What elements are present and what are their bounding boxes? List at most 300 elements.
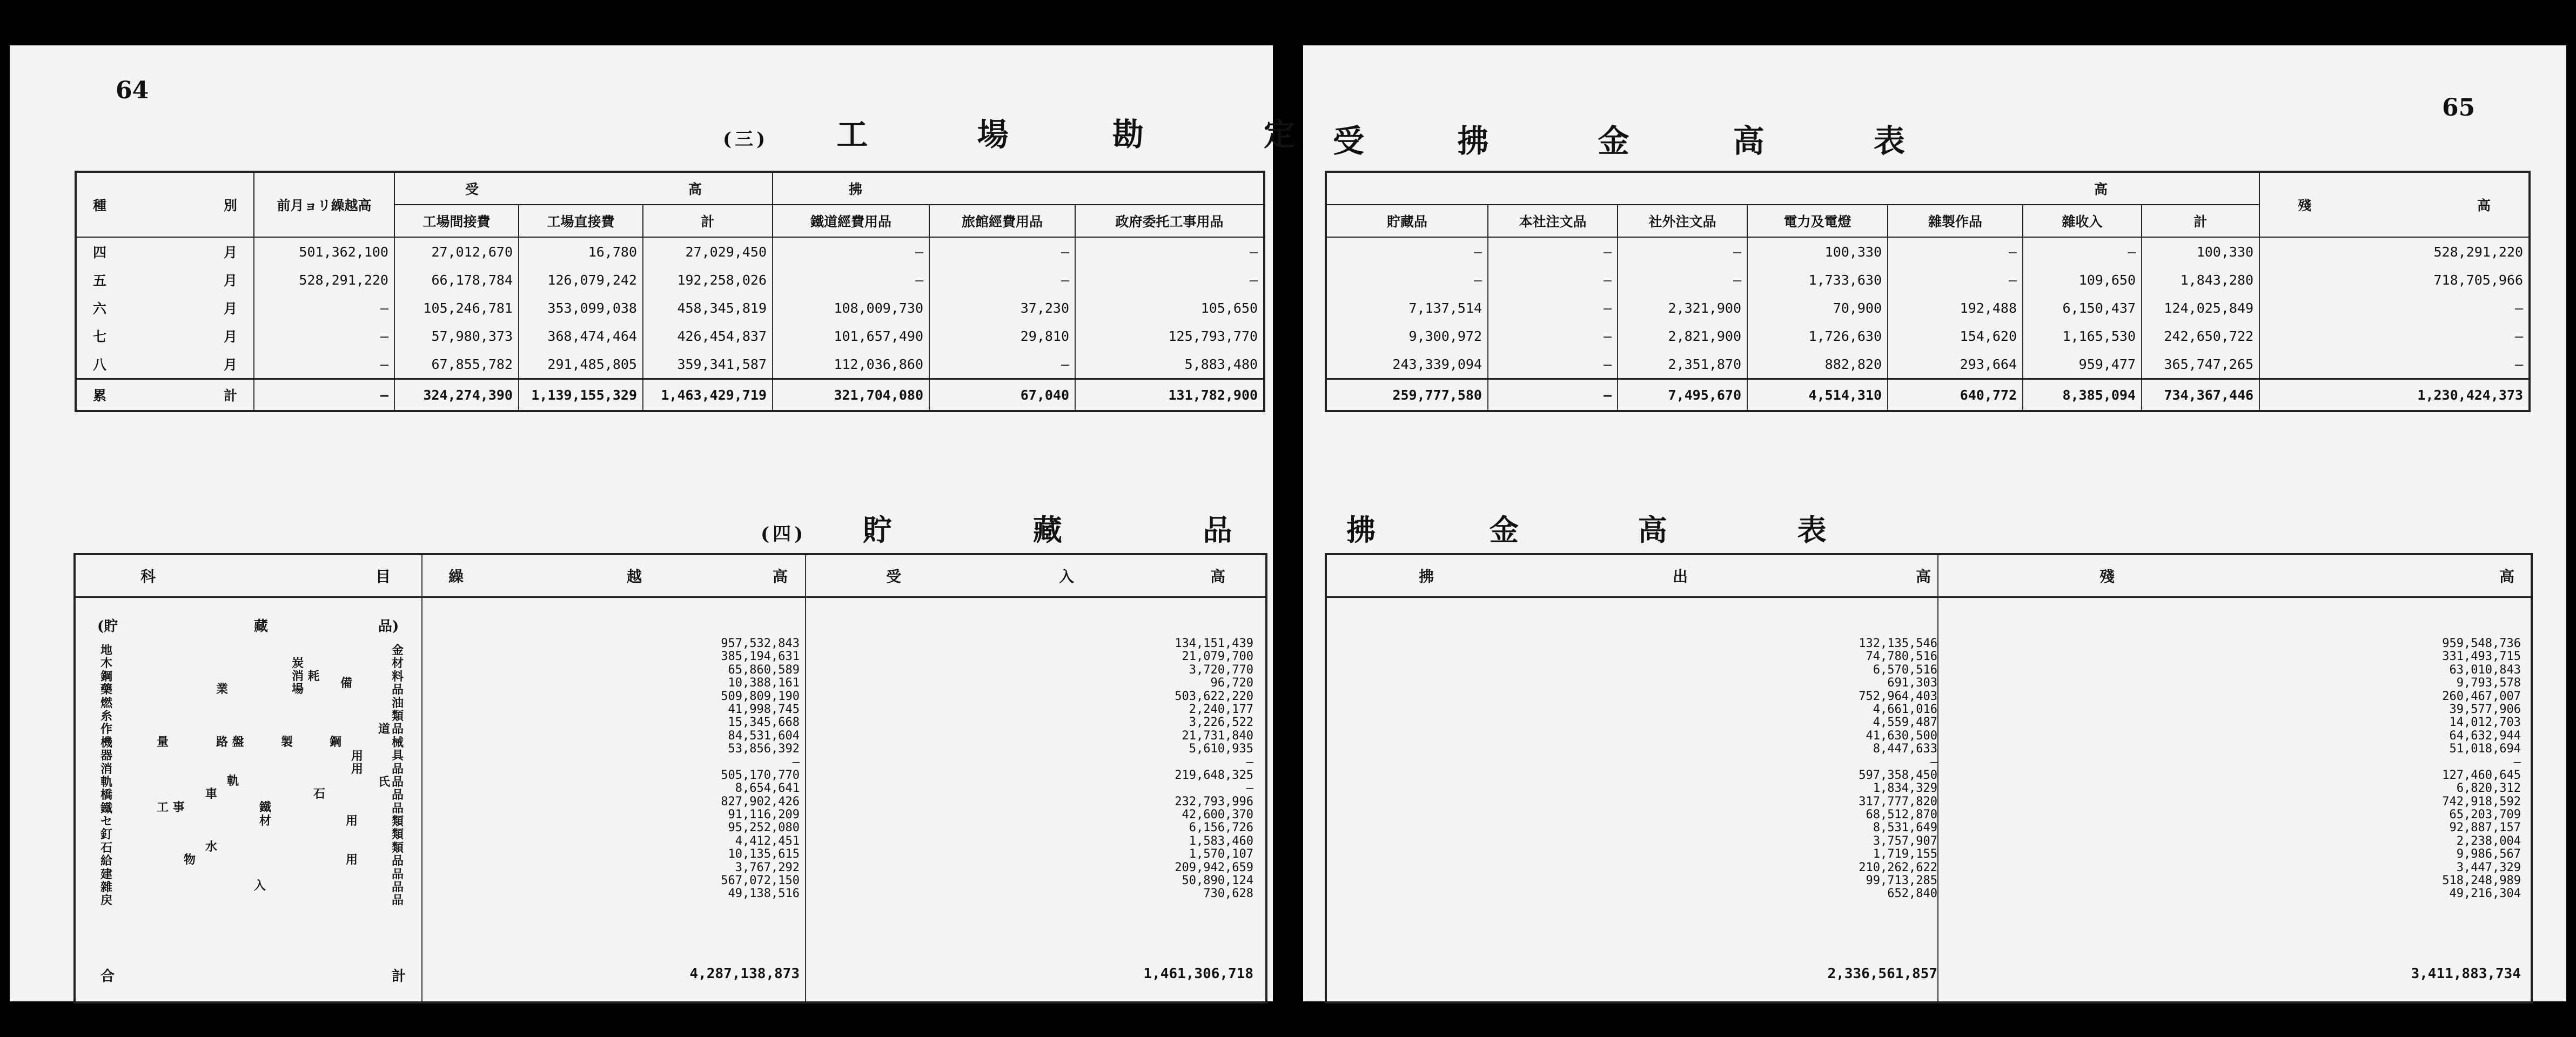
section-number: (四) xyxy=(761,523,807,545)
cell-value: 96,720 xyxy=(1210,676,1253,690)
cell-value: 95,252,080 xyxy=(728,821,800,835)
cell-value: 91,116,209 xyxy=(728,808,800,822)
cell-value: 385,194,631 xyxy=(721,650,800,664)
section-label: 藏 xyxy=(254,618,269,635)
mid-label: 用 xyxy=(346,814,358,828)
section-label: 品) xyxy=(378,618,399,635)
cell-value: 14,012,703 xyxy=(2449,716,2521,730)
cell-value: 糸 xyxy=(100,709,113,723)
cell-value: — xyxy=(1326,237,1488,266)
cell-value: 9,793,578 xyxy=(2456,676,2521,690)
cell-value: 210,262,622 xyxy=(1859,860,1937,874)
cell-value: 41,630,500 xyxy=(1866,729,1937,743)
cell-value: 126,079,242 xyxy=(519,266,643,294)
cell-value: 718,705,966 xyxy=(2259,266,2530,294)
cell-value: 1,843,280 xyxy=(2142,266,2259,294)
cell-value: 29,810 xyxy=(929,322,1075,350)
page-number-left: 64 xyxy=(116,77,149,104)
cell-value: — xyxy=(2513,755,2521,769)
cell-value: 5,883,480 xyxy=(1075,350,1264,379)
mid-label: 用 xyxy=(346,853,358,867)
cell-value: — xyxy=(2023,237,2142,266)
cell-value: 232,793,996 xyxy=(1175,794,1253,809)
cell-value: — xyxy=(1075,266,1264,294)
cell-value: 作 xyxy=(100,722,113,737)
total-label: 合 xyxy=(100,968,115,985)
cell-value: 64,632,944 xyxy=(2449,729,2521,743)
header-paid-out: 高 xyxy=(1916,568,1931,585)
cell-value: 50,890,124 xyxy=(1182,874,1253,888)
mid-label: 車 xyxy=(205,787,218,801)
cell-value: — xyxy=(1888,266,2023,294)
cell-value: 品 xyxy=(392,722,404,737)
cell-value: 藥 xyxy=(100,683,113,697)
cell-value: 品 xyxy=(392,867,404,881)
paid-column xyxy=(1705,637,1937,901)
cell-value: 石 xyxy=(100,840,113,855)
cell-value: 219,648,325 xyxy=(1175,768,1253,782)
stores-table-left xyxy=(73,553,1267,1004)
cell-value: 1,463,429,719 xyxy=(643,379,773,412)
table-row xyxy=(1326,237,2530,266)
header-misc-income: 雜收入 xyxy=(2023,205,2142,237)
cell-value: 戻 xyxy=(100,893,113,908)
cell-value: 15,345,668 xyxy=(728,716,800,730)
cell-value: 37,230 xyxy=(929,294,1075,322)
cell-value: 品 xyxy=(392,854,404,868)
mid-label: 用 xyxy=(351,749,364,763)
cell-value: 1,719,155 xyxy=(1873,847,1937,861)
mid-label: 水 xyxy=(205,840,218,854)
cell-value: 軌 xyxy=(100,775,113,789)
cell-value: 3,447,329 xyxy=(2456,860,2521,874)
cell-value: 釘 xyxy=(100,827,113,842)
cell-value: — xyxy=(254,322,394,350)
section-number: (三) xyxy=(723,129,769,150)
cell-value: 505,170,770 xyxy=(721,768,800,782)
table-row xyxy=(76,294,1264,322)
cell-value: 消 xyxy=(100,762,113,776)
section-title-4-cont xyxy=(1346,507,1829,549)
cell-value: 57,980,373 xyxy=(394,322,519,350)
header-paid-cont: 高 xyxy=(1326,172,2259,205)
page-number-right: 65 xyxy=(2442,94,2476,122)
cell-value: 3,720,770 xyxy=(1189,663,1253,677)
cell-value: 105,650 xyxy=(1075,294,1264,322)
cell-value: 品 xyxy=(392,880,404,895)
cell-value: 359,341,587 xyxy=(643,350,773,379)
cell-value: 地 xyxy=(100,643,113,657)
header-type: 種 別 xyxy=(76,172,254,237)
cell-value: 4,412,451 xyxy=(735,834,800,848)
cell-value: 68,512,870 xyxy=(1866,808,1937,822)
item-labels-left xyxy=(100,644,112,907)
cell-value: 368,474,464 xyxy=(519,322,643,350)
cell-value: 2,821,900 xyxy=(1618,322,1747,350)
cell-value: 528,291,220 xyxy=(2259,237,2530,266)
cell-value: — xyxy=(2259,294,2530,322)
header-misc-make: 雜製作品 xyxy=(1888,205,2023,237)
col-divider xyxy=(421,555,422,1001)
cell-value: — xyxy=(929,266,1075,294)
cell-value: 21,079,700 xyxy=(1182,650,1253,664)
mid-label: 路 盤 xyxy=(216,735,244,749)
title-char: 金 xyxy=(1598,123,1633,159)
stores-table-header xyxy=(76,555,1265,598)
cell-value: 293,664 xyxy=(1888,350,2023,379)
cell-value: — xyxy=(254,350,394,379)
cell-value: 品 xyxy=(392,893,404,908)
header-received: 受 高 xyxy=(394,172,773,205)
header-balance: 殘 xyxy=(2099,568,2115,585)
cell-value: 品 xyxy=(392,801,404,816)
mid-label: 鋼 xyxy=(330,735,342,749)
cell-value: 4,661,016 xyxy=(1873,702,1937,716)
table-row xyxy=(76,322,1264,350)
cell-value: 49,138,516 xyxy=(728,887,800,901)
cell-value: — xyxy=(1488,322,1618,350)
cell-value: 426,454,837 xyxy=(643,322,773,350)
mid-label: 鐵 xyxy=(259,800,272,814)
header-carry: 高 xyxy=(773,568,788,585)
header-item: 科 xyxy=(140,568,156,585)
cell-value: 油 xyxy=(392,696,404,710)
cell-value: 124,025,849 xyxy=(2142,294,2259,322)
header-paid-out: 出 xyxy=(1673,568,1688,585)
table-row xyxy=(1326,350,2530,379)
cell-value: 7,495,670 xyxy=(1618,379,1747,412)
cell-value: 器 xyxy=(100,749,113,763)
table-row xyxy=(76,237,1264,266)
cell-value: 92,887,157 xyxy=(2449,821,2521,835)
cell-value: 353,099,038 xyxy=(519,294,643,322)
cell-value: — xyxy=(1246,755,1253,769)
cell-value: 9,300,972 xyxy=(1326,322,1488,350)
cell-value: 6,156,726 xyxy=(1189,821,1253,835)
cell-value: 1,726,630 xyxy=(1747,322,1888,350)
cell-value: 53,856,392 xyxy=(728,742,800,756)
cell-value: 類 xyxy=(392,840,404,855)
cell-value: 752,964,403 xyxy=(1859,689,1937,703)
cell-value: 建 xyxy=(100,867,113,881)
received-total: 1,461,306,718 xyxy=(1143,966,1253,982)
header-item: 目 xyxy=(375,568,391,585)
cell-value: 10,388,161 xyxy=(728,676,800,690)
cell-value: 827,902,426 xyxy=(721,794,800,809)
header-received: 入 xyxy=(1059,568,1075,585)
cell-value: 734,367,446 xyxy=(2142,379,2259,412)
mid-label: 氏 xyxy=(378,775,391,789)
header-sum: 計 xyxy=(2142,205,2259,237)
title-char: 拂 xyxy=(1346,513,1379,547)
cell-value: 鐵 xyxy=(100,801,113,816)
cell-value: 567,072,150 xyxy=(721,874,800,888)
cell-value: 192,488 xyxy=(1888,294,2023,322)
cell-value: — xyxy=(1488,266,1618,294)
cell-value: 1,733,630 xyxy=(1747,266,1888,294)
table-row xyxy=(76,350,1264,379)
title-char: 表 xyxy=(1873,123,1908,159)
cell-value: 械 xyxy=(392,735,404,750)
cell-value: 1,834,329 xyxy=(1873,782,1937,796)
month-label: 六 月 xyxy=(76,294,254,322)
month-label: 四 月 xyxy=(76,237,254,266)
month-label: 累 計 xyxy=(76,379,254,412)
header-carry: 繰 xyxy=(448,568,464,585)
cell-value: 木 xyxy=(100,656,113,671)
cell-value: 959,477 xyxy=(2023,350,2142,379)
cell-value: 10,135,615 xyxy=(728,847,800,861)
total-row xyxy=(1326,379,2530,412)
header-paid-out: 拂 xyxy=(1419,568,1434,585)
cell-value: 331,493,715 xyxy=(2442,650,2521,664)
cell-value: — xyxy=(1488,237,1618,266)
cell-value: 類 xyxy=(392,709,404,723)
header-govt: 政府委托工事用品 xyxy=(1075,205,1264,237)
header-balance: 殘 高 xyxy=(2259,172,2530,237)
factory-account-table-left xyxy=(75,171,1265,412)
cell-value: 8,385,094 xyxy=(2023,379,2142,412)
cell-value: 39,577,906 xyxy=(2449,702,2521,716)
mid-label: 製 xyxy=(281,735,293,749)
title-char: 場 xyxy=(977,116,1012,153)
cell-value: 65,203,709 xyxy=(2449,808,2521,822)
header-outside: 社外注文品 xyxy=(1618,205,1747,237)
cell-value: 365,747,265 xyxy=(2142,350,2259,379)
cell-value: 74,780,516 xyxy=(1866,650,1937,664)
cell-value: — xyxy=(254,294,394,322)
cell-value: 518,248,989 xyxy=(2442,874,2521,888)
cell-value: 8,531,649 xyxy=(1873,821,1937,835)
cell-value: 1,139,155,329 xyxy=(519,379,643,412)
cell-value: — xyxy=(1618,237,1747,266)
title-char: 高 xyxy=(1638,513,1671,547)
mid-label: 消 耗 xyxy=(292,669,320,683)
cell-value: 242,650,722 xyxy=(2142,322,2259,350)
cell-value: 324,274,390 xyxy=(394,379,519,412)
table-row xyxy=(76,266,1264,294)
cell-value: 67,855,782 xyxy=(394,350,519,379)
cell-value: 金 xyxy=(392,643,404,657)
mid-label: 場 xyxy=(292,682,304,696)
col-divider xyxy=(805,555,806,1001)
cell-value: 27,012,670 xyxy=(394,237,519,266)
cell-value: 6,820,312 xyxy=(2456,782,2521,796)
title-char: 表 xyxy=(1797,513,1830,547)
cell-value: 597,358,450 xyxy=(1859,768,1937,782)
cell-value: — xyxy=(792,755,800,769)
total-row xyxy=(76,379,1264,412)
cell-value: 1,165,530 xyxy=(2023,322,2142,350)
cell-value: 2,240,177 xyxy=(1189,702,1253,716)
cell-value: 8,447,633 xyxy=(1873,742,1937,756)
cell-value: セ xyxy=(100,814,113,829)
cell-value: — xyxy=(929,237,1075,266)
header-power: 電力及電燈 xyxy=(1747,205,1888,237)
cell-value: — xyxy=(1326,266,1488,294)
cell-value: — xyxy=(1930,755,1937,769)
cell-value: 70,900 xyxy=(1747,294,1888,322)
cell-value: 16,780 xyxy=(519,237,643,266)
cell-value: 2,238,004 xyxy=(2456,834,2521,848)
title-char: 拂 xyxy=(1457,123,1492,159)
cell-value: 100,330 xyxy=(2142,237,2259,266)
header-railway: 鐵道經費用品 xyxy=(773,205,929,237)
cell-value: — xyxy=(2259,322,2530,350)
cell-value: 41,998,745 xyxy=(728,702,800,716)
balance-column xyxy=(2245,637,2521,901)
cell-value: 42,600,370 xyxy=(1182,808,1253,822)
cell-value: 6,570,516 xyxy=(1873,663,1937,677)
factory-account-table-right xyxy=(1325,171,2531,412)
cell-value: 給 xyxy=(100,854,113,868)
cell-value: 3,767,292 xyxy=(735,860,800,874)
header-balance: 高 xyxy=(2499,568,2515,585)
cell-value: 燃 xyxy=(100,696,113,710)
cell-value: 1,583,460 xyxy=(1189,834,1253,848)
cell-value: 640,772 xyxy=(1888,379,2023,412)
mid-label: 備 xyxy=(340,676,353,690)
mid-label: 物 xyxy=(184,853,196,867)
cell-value: 鋼 xyxy=(100,669,113,684)
mid-label: 材 xyxy=(259,814,272,828)
cell-value: 4,514,310 xyxy=(1747,379,1888,412)
title-char: 定 xyxy=(1264,116,1299,153)
title-char: 品 xyxy=(1203,513,1236,547)
stores-table-right xyxy=(1325,553,2533,1004)
cell-value: 260,467,007 xyxy=(2442,689,2521,703)
cell-value: 105,246,781 xyxy=(394,294,519,322)
cell-value: 501,362,100 xyxy=(254,237,394,266)
cell-value: 1,570,107 xyxy=(1189,847,1253,861)
title-char: 貯 xyxy=(863,513,895,547)
cell-value: 品 xyxy=(392,775,404,789)
title-char: 勘 xyxy=(1112,116,1147,153)
left-page xyxy=(10,45,1299,1001)
cell-value: 528,291,220 xyxy=(254,266,394,294)
cell-value: 125,793,770 xyxy=(1075,322,1264,350)
col-divider xyxy=(1937,555,1938,1001)
cell-value: 108,009,730 xyxy=(773,294,929,322)
cell-value: — xyxy=(2259,350,2530,379)
cell-value: 66,178,784 xyxy=(394,266,519,294)
cell-value: — xyxy=(1888,237,2023,266)
cell-value: 209,942,659 xyxy=(1175,860,1253,874)
cell-value: 691,303 xyxy=(1887,676,1937,690)
cell-value: 742,918,592 xyxy=(2442,794,2521,809)
cell-value: 2,321,900 xyxy=(1618,294,1747,322)
cell-value: — xyxy=(1075,237,1264,266)
cell-value: 243,339,094 xyxy=(1326,350,1488,379)
cell-value: — xyxy=(1618,266,1747,294)
cell-value: — xyxy=(254,379,394,412)
cell-value: — xyxy=(929,350,1075,379)
cell-value: 652,840 xyxy=(1887,887,1937,901)
cell-value: — xyxy=(1488,350,1618,379)
cell-value: 9,986,567 xyxy=(2456,847,2521,861)
cell-value: 5,610,935 xyxy=(1189,742,1253,756)
cell-value: 機 xyxy=(100,735,113,750)
month-label: 八 月 xyxy=(76,350,254,379)
cell-value: 100,330 xyxy=(1747,237,1888,266)
cell-value: 4,559,487 xyxy=(1873,716,1937,730)
cell-value: 509,809,190 xyxy=(721,689,800,703)
cell-value: 131,782,900 xyxy=(1075,379,1264,412)
cell-value: 259,777,580 xyxy=(1326,379,1488,412)
cell-value: 65,860,589 xyxy=(728,663,800,677)
cell-value: 63,010,843 xyxy=(2449,663,2521,677)
cell-value: 類 xyxy=(392,827,404,842)
cell-value: 1,230,424,373 xyxy=(2259,379,2530,412)
total-label: 計 xyxy=(392,968,406,985)
right-page xyxy=(1303,45,2566,1001)
cell-value: 99,713,285 xyxy=(1866,874,1937,888)
header-paid: 拂 xyxy=(773,172,1264,205)
table-row xyxy=(1326,266,2530,294)
cell-value: — xyxy=(1488,294,1618,322)
cell-value: 27,029,450 xyxy=(643,237,773,266)
table-row xyxy=(1326,322,2530,350)
cell-value: 317,777,820 xyxy=(1859,794,1937,809)
table-row xyxy=(1326,294,2530,322)
cell-value: 109,650 xyxy=(2023,266,2142,294)
mid-label: 道 xyxy=(378,722,391,736)
paid-total: 2,336,561,857 xyxy=(1827,966,1937,982)
header-received: 高 xyxy=(1210,568,1226,585)
header-head-office: 本社注文品 xyxy=(1488,205,1618,237)
cell-value: 192,258,026 xyxy=(643,266,773,294)
cell-value: 458,345,819 xyxy=(643,294,773,322)
cell-value: 橋 xyxy=(100,788,113,803)
mid-label: 業 xyxy=(216,682,229,696)
header-stores: 貯藏品 xyxy=(1326,205,1488,237)
month-label: 七 月 xyxy=(76,322,254,350)
mid-label: 軌 xyxy=(227,774,239,788)
cell-value: 503,622,220 xyxy=(1175,689,1253,703)
month-label: 五 月 xyxy=(76,266,254,294)
cell-value: 品 xyxy=(392,683,404,697)
cell-value: 291,485,805 xyxy=(519,350,643,379)
cell-value: 84,531,604 xyxy=(728,729,800,743)
mid-label: 量 xyxy=(157,735,169,749)
header-carry: 前月ョリ繰越高 xyxy=(254,172,394,237)
cell-value: 959,548,736 xyxy=(2442,637,2521,650)
mid-label: 用 xyxy=(351,762,364,776)
cell-value: 類 xyxy=(392,814,404,829)
cell-value: 321,704,080 xyxy=(773,379,929,412)
section-title-3-cont xyxy=(1333,116,1908,161)
cell-value: 6,150,437 xyxy=(2023,294,2142,322)
cell-value: 8,654,641 xyxy=(735,782,800,796)
cell-value: 21,731,840 xyxy=(1182,729,1253,743)
cell-value: 7,137,514 xyxy=(1326,294,1488,322)
balance-total: 3,411,883,734 xyxy=(2411,966,2521,982)
header-sum: 計 xyxy=(643,205,773,237)
title-char: 藏 xyxy=(1032,513,1065,547)
header-carry: 越 xyxy=(627,568,642,585)
carry-total: 4,287,138,873 xyxy=(689,966,800,982)
cell-value: — xyxy=(1488,379,1618,412)
item-labels-right xyxy=(392,644,404,907)
title-char: 工 xyxy=(836,116,871,153)
cell-value: 112,036,860 xyxy=(773,350,929,379)
cell-value: 品 xyxy=(392,788,404,803)
cell-value: 材 xyxy=(392,656,404,671)
cell-value: 料 xyxy=(392,669,404,684)
cell-value: 127,460,645 xyxy=(2442,768,2521,782)
cell-value: 具 xyxy=(392,749,404,763)
mid-label: 入 xyxy=(254,879,266,893)
